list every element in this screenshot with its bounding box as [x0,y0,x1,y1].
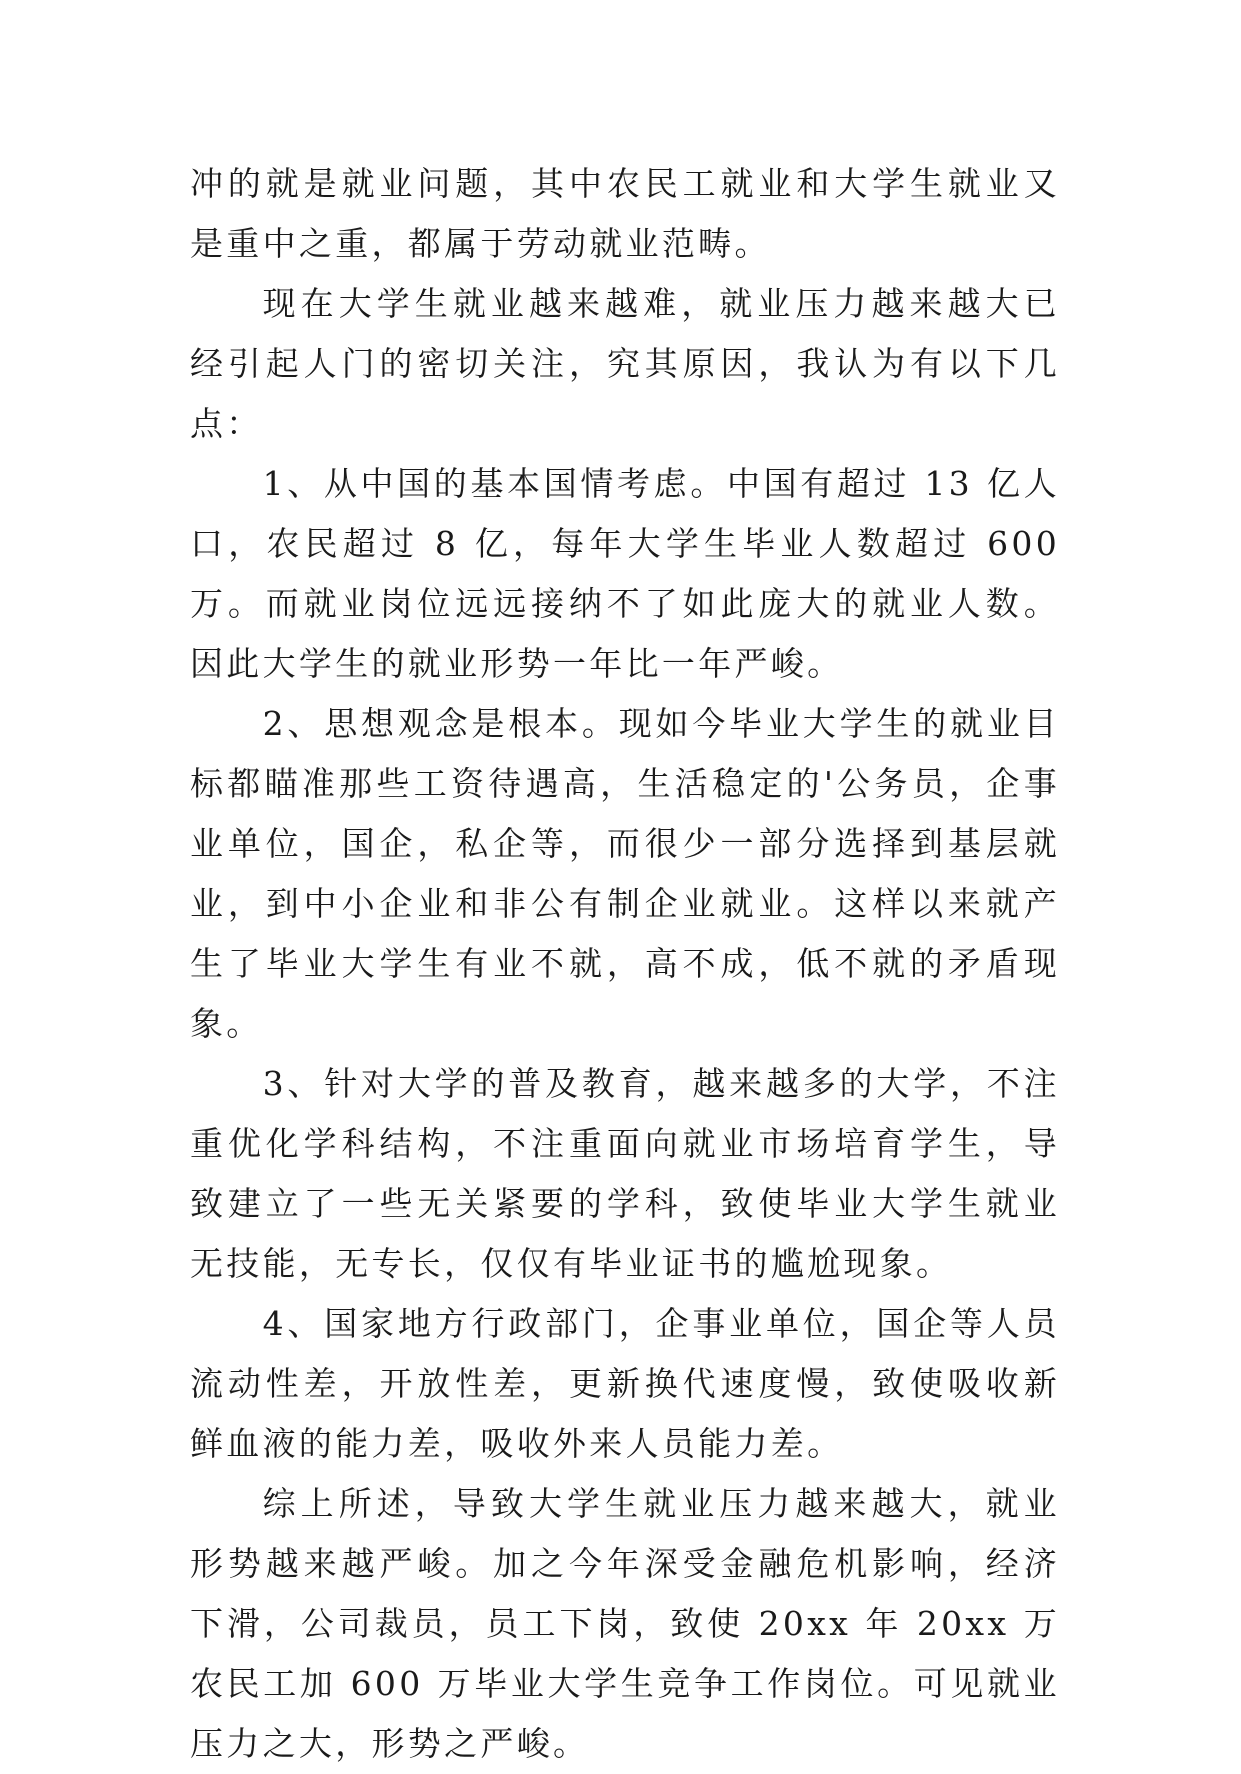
document-body [190,154,1060,1774]
paragraph-point-3: 3、针对大学的普及教育，越来越多的大学，不注重优化学科结构，不注重面向就业市场培育学生，导致建立了一些无关紧要的学科，致使毕业大学生就业无技能，无专长，仅仅有毕业证书的尴尬现象。 [190,1064,1060,1283]
paragraph-point-1: 1、从中国的基本国情考虑。中国有超过 13 亿人口，农民超过 8 亿，每年大学生毕业人数超过 600 万。而就业岗位远远接纳不了如此庞大的就业人数。因此大学生的就业形势一年比一年严峻。 [190,464,1060,683]
paragraph-continuation: 冲的就是就业问题，其中农民工就业和大学生就业又是重中之重，都属于劳动就业范畴。 [190,164,1060,263]
paragraph-point-4: 4、国家地方行政部门，企事业单位，国企等人员流动性差，开放性差，更新换代速度慢，致使吸收新鲜血液的能力差，吸收外来人员能力差。 [190,1304,1060,1463]
paragraph-intro: 现在大学生就业越来越难，就业压力越来越大已经引起人门的密切关注，究其原因，我认为有以下几点： [190,284,1060,443]
paragraph-point-2: 2、思想观念是根本。现如今毕业大学生的就业目标都瞄准那些工资待遇高，生活稳定的'公务员，企事业单位，国企，私企等，而很少一部分选择到基层就业，到中小企业和非公有制企业就业。这样以来就产生了毕业大学生有业不就，高不成，低不就的矛盾现象。 [190,704,1060,1043]
paragraph-summary: 综上所述，导致大学生就业压力越来越大，就业形势越来越严峻。加之今年深受金融危机影响，经济下滑，公司裁员，员工下岗，致使 20xx 年 20xx 万农民工加 600 万毕业大学生竞争工作岗位。可见就业压力之大，形势之严峻。 [190,1484,1060,1763]
